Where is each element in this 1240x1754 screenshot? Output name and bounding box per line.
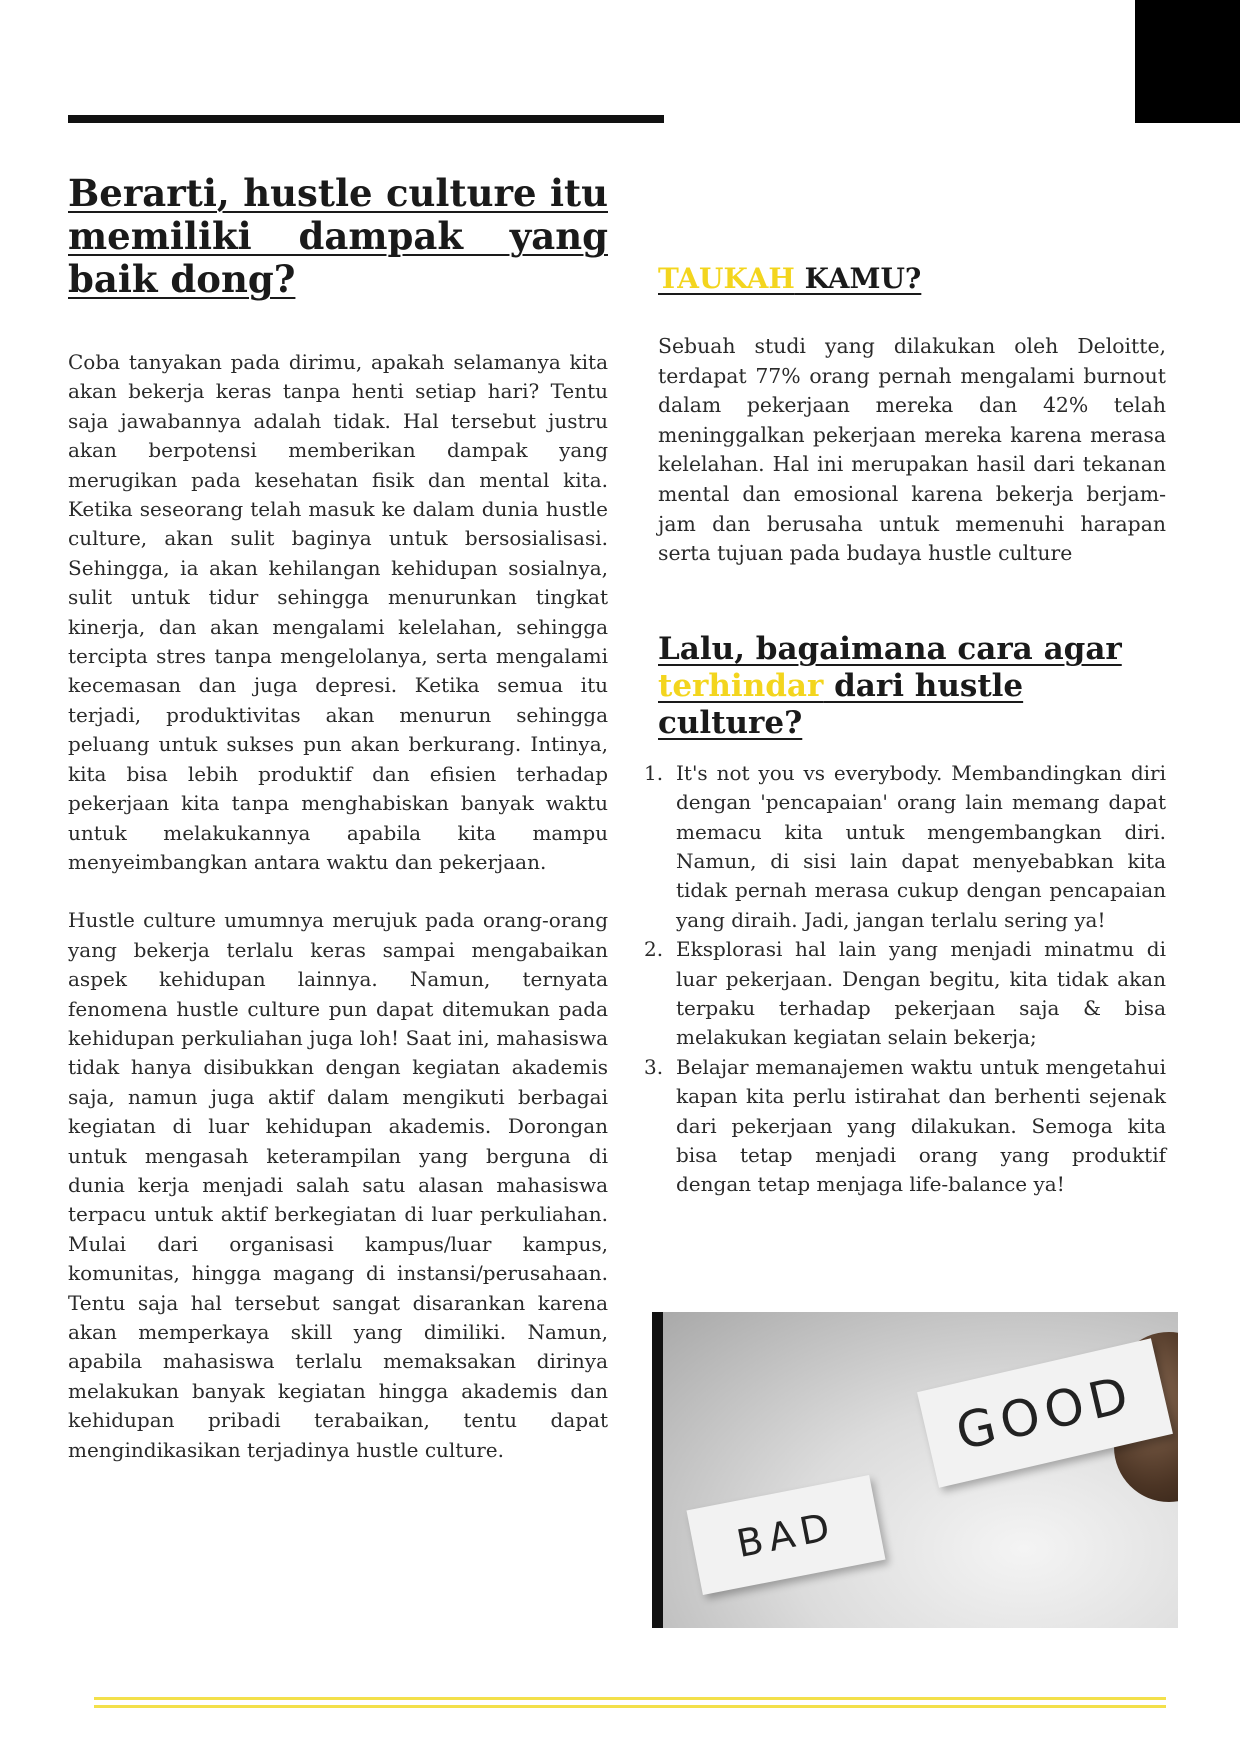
fact-heading bbox=[658, 262, 1166, 296]
tips-heading bbox=[658, 631, 1166, 742]
tips-item-text: It's not you vs everybody. Membandingkan diri dengan 'pencapaian' orang lain memang dapat memacu kita untuk mengembangkan diri. Namun, di sisi lain dapat menyebabkan kita tidak pernah merasa cukup dengan pencapaian yang diraih. Jadi, jangan terlalu sering ya! bbox=[676, 760, 1166, 932]
tips-list-item bbox=[644, 759, 1166, 935]
main-heading: Berarti, hustle culture itu memiliki dampak yang baik dong? bbox=[68, 171, 608, 301]
photo-side-bar bbox=[652, 1312, 663, 1628]
good-bad-photo bbox=[652, 1312, 1178, 1628]
bottom-yellow-line bbox=[94, 1705, 1166, 1708]
body-paragraph-2: Hustle culture umumnya merujuk pada orang-orang yang bekerja terlalu keras sampai mengabaikan aspek kehidupan lainnya. Namun, ternyata fenomena hustle culture pun dapat ditemukan pada kehidupan perkuliahan juga loh! Saat ini, mahasiswa tidak hanya disibukkan dengan kegiatan akademis saja, namun juga aktif dalam mengikuti berbagai kegiatan di luar kehidupan akademis. Dorongan untuk mengasah keterampilan yang berguna di dunia kerja menjadi salah satu alasan mahasiswa terpacu untuk aktif berkegiatan di luar perkuliahan. Mulai dari organisasi kampus/luar kampus, komunitas, hingga magang di instansi/perusahaan. Tentu saja hal tersebut sangat disarankan karena akan memperkaya skill yang dimiliki. Namun, apabila mahasiswa terlalu memaksakan dirinya melakukan banyak kegiatan hingga akademis dan kehidupan pribadi terabaikan, tentu dapat mengindikasikan terjadinya hustle culture. bbox=[68, 908, 608, 1462]
tips-list bbox=[644, 759, 1166, 1200]
tips-heading-part1: Lalu, bagaimana cara agar bbox=[658, 630, 1122, 667]
fact-heading-highlight: TAUKAH bbox=[658, 262, 795, 295]
left-column bbox=[68, 172, 608, 1465]
tips-list-item bbox=[644, 1053, 1166, 1200]
tips-item-text: Belajar memanajemen waktu untuk mengetahui kapan kita perlu istirahat dan berhenti sejenak dari pekerjaan yang dilakukan. Semoga kita bisa tetap menjadi orang yang produktif dengan tetap menjaga life-balance ya! bbox=[676, 1054, 1166, 1197]
tips-item-text: Eksplorasi hal lain yang menjadi minatmu di luar pekerjaan. Dengan begitu, kita tidak akan terpaku terhadap pekerjaan saja & bisa melakukan kegiatan selain bekerja; bbox=[676, 937, 1166, 1050]
note-good: GOOD bbox=[917, 1338, 1173, 1487]
fact-paragraph: Sebuah studi yang dilakukan oleh Deloitte, terdapat 77% orang pernah mengalami burnout dalam pekerjaan mereka dan 42% telah meninggalkan pekerjaan mereka karena merasa kelelahan. Hal ini merupakan hasil dari tekanan mental dan emosional karena bekerja berjam-jam dan berusaha untuk memenuhi harapan serta tujuan pada budaya hustle culture bbox=[658, 334, 1166, 566]
right-column bbox=[644, 262, 1166, 1200]
corner-black-block bbox=[1135, 0, 1240, 123]
fact-heading-rest: KAMU? bbox=[794, 262, 922, 295]
tips-list-item bbox=[644, 935, 1166, 1053]
bottom-yellow-line bbox=[94, 1697, 1166, 1700]
note-bad: BAD bbox=[687, 1475, 886, 1595]
tips-heading-part2: dari hustle culture? bbox=[658, 667, 1024, 741]
tips-item-number: 1. bbox=[644, 760, 664, 785]
top-rule bbox=[68, 115, 664, 123]
body-paragraph-1: Coba tanyakan pada dirimu, apakah selamanya kita akan bekerja keras tanpa henti setiap hari? Tentu saja jawabannya adalah tidak. Hal tersebut justru akan berpotensi memberikan dampak yang merugikan pada kesehatan fisik dan mental kita. Ketika seseorang telah masuk ke dalam dunia hustle culture, akan sulit baginya untuk bersosialisasi. Sehingga, ia akan kehilangan kehidupan sosialnya, sulit untuk tidur sehingga menurunkan tingkat kinerja, dan akan mengalami kelelahan, sehingga tercipta stres tanpa mengelolanya, serta mengalami kecemasan dan juga depresi. Ketika semua itu terjadi, produktivitas akan menurun sehingga peluang untuk sukses pun akan berkurang. Intinya, kita bisa lebih produktif dan efisien terhadap pekerjaan kita tanpa menghabiskan banyak waktu untuk melakukannya apabila kita mampu menyeimbangkan antara waktu dan pekerjaan. bbox=[68, 350, 608, 874]
photo-background bbox=[663, 1312, 1178, 1628]
tips-item-number: 3. bbox=[644, 1054, 664, 1079]
tips-heading-highlight: terhindar bbox=[658, 667, 824, 704]
tips-item-number: 2. bbox=[644, 937, 664, 962]
